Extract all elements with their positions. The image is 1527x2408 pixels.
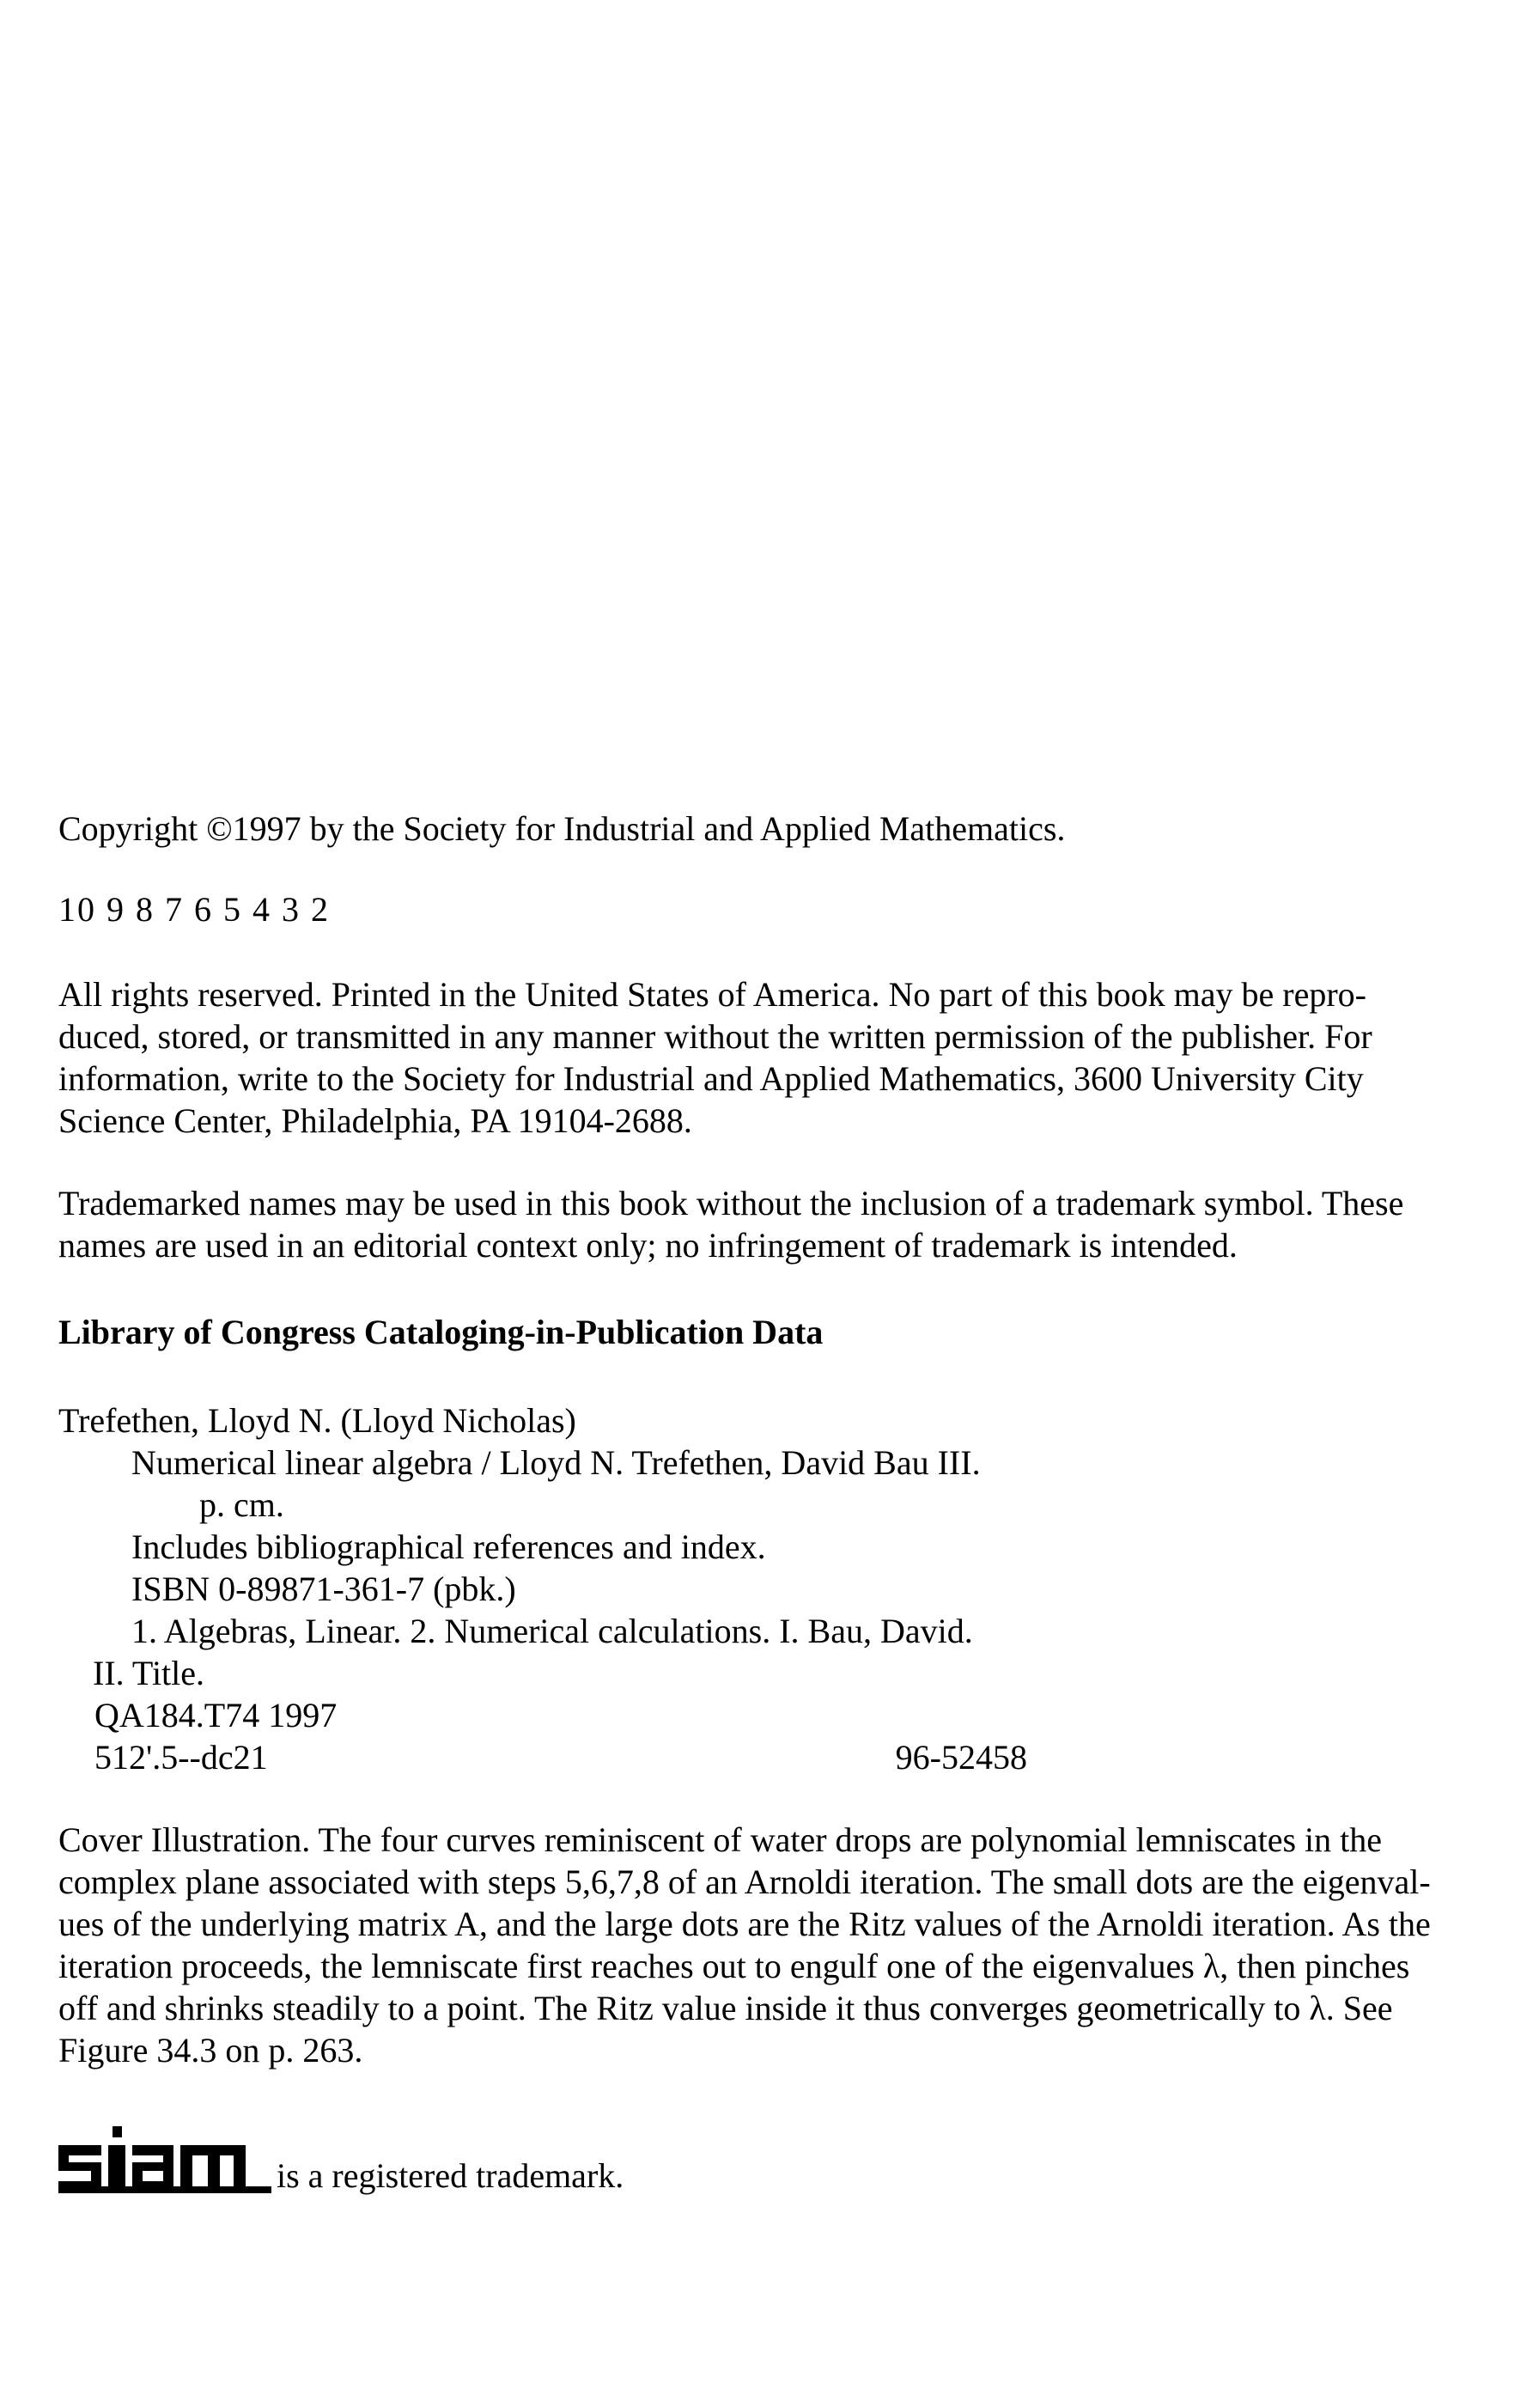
cover-line: Figure 34.3 on p. 263.	[58, 2031, 363, 2070]
rights-paragraph	[58, 973, 1484, 1142]
copyright-page	[58, 808, 1484, 2193]
rights-line: All rights reserved. Printed in the United States of America. No part of this book may be repro-	[58, 975, 1366, 1014]
print-number-line: 10 9 8 7 6 5 4 3 2	[58, 890, 330, 929]
cip-author: Trefethen, Lloyd N. (Lloyd Nicholas)	[58, 1401, 576, 1440]
rights-line: duced, stored, or transmitted in any manner without the written permission of the publisher. For	[58, 1017, 1372, 1056]
trademark-paragraph	[58, 1182, 1484, 1266]
cip-class-row	[58, 1736, 1027, 1778]
cover-line: complex plane associated with steps 5,6,7,8 of an Arnoldi iteration. The small dots are the eigenval-	[58, 1862, 1431, 1901]
cip-subjects: 1. Algebras, Linear. 2. Numerical calculations. I. Bau, David.	[131, 1612, 973, 1650]
cip-block	[58, 1399, 1027, 1778]
cover-line: ues of the underlying matrix A, and the large dots are the Ritz values of the Arnoldi iteration. As the	[58, 1905, 1431, 1943]
rights-line: Science Center, Philadelphia, PA 19104-2688.	[58, 1101, 692, 1140]
cip-pages: p. cm.	[199, 1485, 284, 1524]
cover-line: iteration proceeds, the lemniscate first reaches out to engulf one of the eigenvalues λ, then pinches	[58, 1947, 1410, 1985]
cover-line: off and shrinks steadily to a point. The Ritz value inside it thus converges geometrically to λ. See	[58, 1989, 1393, 2027]
copyright-line: Copyright ©1997 by the Society for Industrial and Applied Mathematics.	[58, 809, 1066, 848]
cip-isbn: ISBN 0-89871-361-7 (pbk.)	[131, 1570, 516, 1608]
cover-line: Cover Illustration. The four curves reminiscent of water drops are polynomial lemniscates in the	[58, 1820, 1383, 1859]
cip-dewey: 512'.5--dc21	[94, 1738, 268, 1777]
cip-includes: Includes bibliographical references and index.	[131, 1527, 766, 1566]
cip-subjects-cont: II. Title.	[93, 1654, 205, 1692]
cip-title: Numerical linear algebra / Lloyd N. Trefethen, David Bau III.	[131, 1443, 981, 1482]
trademark-line: names are used in an editorial context only; no infringement of trademark is intended.	[58, 1226, 1238, 1265]
cip-heading: Library of Congress Cataloging-in-Publication Data	[58, 1313, 824, 1351]
cover-illustration-paragraph	[58, 1819, 1484, 2071]
siam-logo-icon	[58, 2126, 271, 2193]
trademark-note: is a registered trademark.	[277, 2156, 624, 2195]
siam-trademark-row	[58, 2125, 1484, 2193]
trademark-line: Trademarked names may be used in this book without the inclusion of a trademark symbol. These	[58, 1184, 1404, 1222]
cip-lc-class: QA184.T74 1997	[94, 1696, 338, 1734]
rights-line: information, write to the Society for Industrial and Applied Mathematics, 3600 University City	[58, 1059, 1364, 1098]
cip-lccn: 96-52458	[895, 1738, 1027, 1777]
